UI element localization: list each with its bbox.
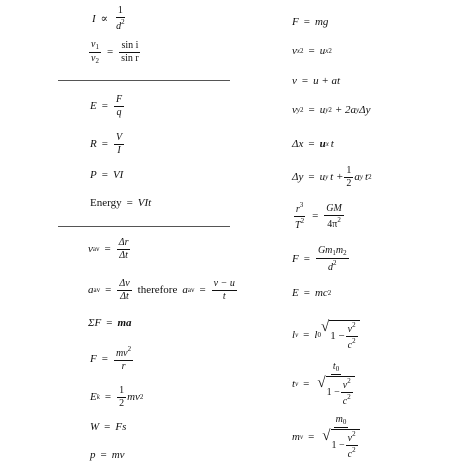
formula-field: E = $\frac{F}{q}$ [90,94,123,118]
formula-avg-velocity: v av = $\frac{\Delta r}{\Delta t}$ [88,237,129,261]
formula-work: W = Fs [90,421,127,433]
formula-intensity: I ∝ 1 $d^2$ [92,5,125,32]
formula-net-force: ΣF = ma [88,317,132,329]
formula-relativistic-mass: m v = $m_0$ √ 1 − $\frac{v^2}{c^2}$ [292,415,363,460]
formula-momentum: p = mv [90,449,125,461]
formula-kinetic: E k = $\frac{1}{2}$ mv 2 [90,385,144,409]
formula-weight: F = mg [292,16,329,28]
formula-length-contraction: l v = l 0 √ 1 − $\frac{v^2}{c^2}$ [292,320,360,351]
formula-mass-energy: E = mc 2 [292,287,332,299]
formula-centripetal: F = $\frac{mv^2}{r}$ [90,345,132,372]
formula-snell: $\frac{v_1}{v_2}$ = $\frac{\text{sin i}}{\text{sin r}}$ [91,39,139,65]
formula-resistance: R = $\frac{V}{I}$ [90,132,123,156]
formula-dx: Δx = u x t [292,138,334,150]
formula-time-dilation: t v = $t_0$ √ 1 − $\frac{v^2}{c^2}$ [292,362,358,407]
formula-gravitation: F = $\frac{Gm_1m_2}{d^2}$ [292,245,347,273]
formula-vx: v x 2 = u x 2 [292,45,332,57]
divider-1 [58,80,230,81]
formula-power: P = VI [90,169,124,181]
formula-kepler: $\frac{r^3}{T^2}$ = $\frac{GM}{4\pi^2}$ [295,201,342,231]
formula-uniform-accel: v = u + at [292,75,341,87]
formula-energy: Energy = VIt [90,197,152,209]
formula-avg-acceleration: a av = $\frac{\Delta v}{\Delta t}$ therefore a av = $\frac{v - u}{t}$ [88,278,235,302]
formula-vy: v y 2 = u y 2 + 2a y Δy [292,104,371,116]
divider-2 [58,226,230,227]
formula-dy: Δy = u y t + $\frac{1}{2}$ a y t 2 [292,165,372,189]
